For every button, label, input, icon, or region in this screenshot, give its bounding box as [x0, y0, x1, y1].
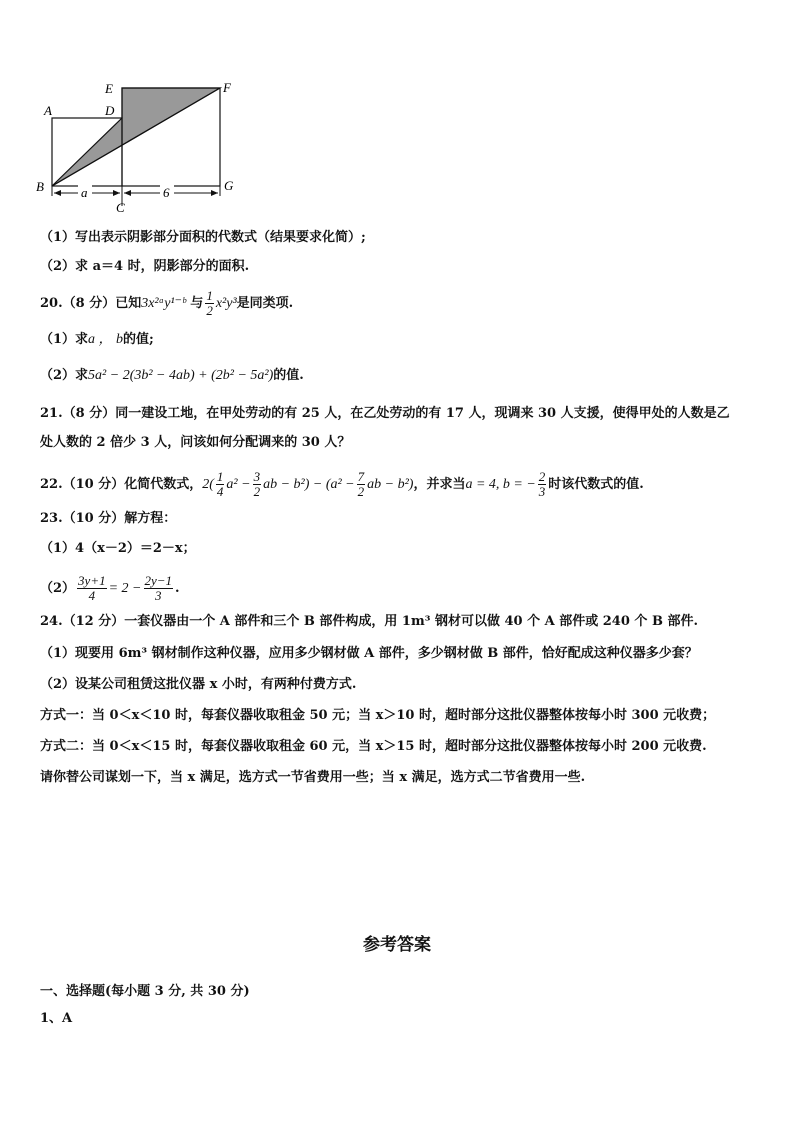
q23-part1: （1）4（x－2）＝2－x；	[40, 541, 196, 556]
q22-expr-b: a² −	[226, 477, 251, 492]
q19-part2: （2）求 a＝4 时，阴影部分的面积.	[40, 259, 250, 274]
q22-frac1	[216, 470, 225, 499]
q24-part2: （2）设某公司租赁这批仪器 x 小时，有两种付费方式.	[40, 677, 357, 692]
q22-suffix: 时该代数式的值.	[548, 477, 644, 492]
q23-p2-prefix: （2）	[40, 581, 76, 596]
label-D: D	[105, 103, 115, 118]
q22-frac4	[538, 470, 547, 499]
q23-frac2	[144, 574, 174, 603]
q24-method3: 请你替公司谋划一下，当 x 满足，选方式一节省费用一些；当 x 满足，选方式二节省费用一些.	[40, 770, 586, 785]
q20-p2-suffix: 的值.	[273, 368, 304, 383]
q22-cond: a = 4, b = −	[465, 477, 536, 492]
q20-part1	[40, 331, 154, 349]
q20-heading	[40, 289, 293, 318]
q20-p1-suffix: 的值;	[123, 332, 154, 347]
q22-f1-den: 4	[216, 484, 224, 499]
q23-f2-num: 2y−1	[144, 573, 173, 588]
q20-p2-expr: 5a² − 2(3b² − 4ab) + (2b² − 5a²)	[88, 368, 274, 383]
q20-mid: 与	[190, 296, 204, 311]
q22-f1-num: 1	[216, 469, 224, 484]
q22-expr-c: ab − b²) − (a² −	[263, 477, 355, 492]
label-A: A	[44, 103, 52, 118]
q22-prefix: 22.（10 分）化简代数式，	[40, 477, 203, 492]
q22-frac2	[253, 470, 262, 499]
q21-line2: 处人数的 2 倍少 3 人，问该如何分配调来的 30 人？	[40, 435, 351, 450]
q23-p2-suffix: .	[175, 581, 180, 596]
label-C: C	[116, 200, 125, 213]
q22-f4-den: 3	[538, 484, 546, 499]
q22-expr-a: 2(	[202, 477, 214, 492]
q20-frac-den: 2	[206, 303, 213, 318]
q24-method2: 方式二：当 0＜x＜15 时，每套仪器收取租金 60 元，当 x＞15 时，超时部分这批仪器整体按每小时 200 元收费.	[40, 739, 707, 754]
q23-frac1	[77, 574, 107, 603]
q23-part2	[40, 574, 180, 603]
q23-f1-den: 4	[88, 588, 96, 603]
q24-part1: （1）现要用 6m³ 钢材制作这种仪器，应用多少钢材做 A 部件，多少钢材做 B 部件，恰好配成这种仪器多少套？	[40, 646, 698, 661]
label-B: B	[36, 179, 44, 194]
q20-p1-prefix: （1）求	[40, 332, 89, 347]
q22-f2-num: 3	[253, 469, 261, 484]
label-G: G	[224, 178, 234, 193]
q20-part2	[40, 367, 304, 385]
q20-p2-prefix: （2）求	[40, 368, 89, 383]
q20-suffix: 是同类项.	[236, 296, 294, 311]
q23-f2-den: 3	[155, 588, 162, 603]
q21-line1: 21.（8 分）同一建设工地，在甲处劳动的有 25 人，在乙处劳动的有 17 人，现调来 30 人支援，使得甲处的人数是乙	[40, 406, 730, 421]
label-a: a	[81, 185, 88, 200]
answers-section: 一、选择题(每小题 3 分, 共 30 分)	[40, 984, 250, 999]
q22-f3-num: 7	[357, 469, 365, 484]
q23-eq: = 2 −	[108, 581, 142, 596]
label-6: 6	[163, 185, 170, 200]
q23-f1-num: 3y+1	[78, 573, 106, 588]
q22-mid: ，并求当	[413, 477, 466, 492]
q19-part1: （1）写出表示阴影部分面积的代数式（结果要求化简）;	[40, 230, 366, 245]
q22-f3-den: 2	[357, 484, 365, 499]
geometry-figure	[30, 78, 290, 213]
q20-expr2: x²y³	[215, 296, 237, 311]
q22-frac3	[357, 470, 366, 499]
q20-frac-num: 1	[206, 288, 213, 303]
q20-fraction	[205, 289, 214, 318]
q23-heading: 23.（10 分）解方程：	[40, 511, 177, 526]
q24-method1: 方式一：当 0＜x＜10 时，每套仪器收取租金 50 元；当 x＞10 时，超时部分这批仪器整体按每小时 300 元收费；	[40, 708, 716, 723]
label-F: F	[223, 80, 231, 95]
answer-1: 1、A	[40, 1011, 73, 1026]
q20-p1-vars: a ， b	[88, 332, 124, 347]
label-E: E	[105, 81, 113, 96]
answers-title: 参考答案	[363, 935, 431, 955]
q24-heading: 24.（12 分）一套仪器由一个 A 部件和三个 B 部件构成，用 1m³ 钢材可以做 40 个 A 部件或 240 个 B 部件.	[40, 614, 698, 629]
q20-prefix: 20.（8 分）已知	[40, 296, 142, 311]
q22-f2-den: 2	[253, 484, 261, 499]
q20-expr1: 3x²ᵃy¹⁻ᵇ	[141, 296, 186, 311]
q22-line	[40, 470, 644, 499]
q22-expr-d: ab − b²)	[367, 477, 414, 492]
q22-f4-num: 2	[538, 469, 546, 484]
